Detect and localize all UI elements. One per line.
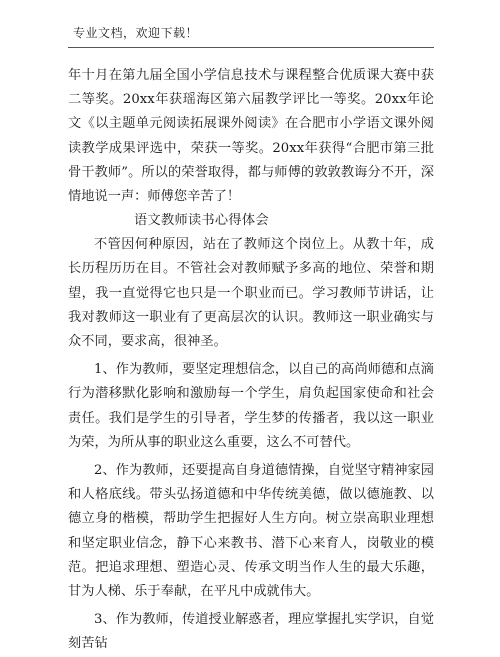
body-paragraph-3: 2、作为教师，还要提高自身道德情操，自觉坚守精神家园和人格底线。带头弘扬道德和中华传统美德，做以德施教、以德立身的楷模，帮助学生把握好人生方向。树立崇高职业理想和坚定职业信念，静下心来教书、潜下心来育人，岗敬业的模范。把追求理想、塑造心灵、传承文明当作人生的最大乐趣，甘为人梯、乐于奉献，在平凡中成就伟大。	[68, 463, 434, 600]
header-note: 专业文档，欢迎下载！	[73, 26, 199, 40]
body-paragraph-4: 3、作为教师，传道授业解惑者，理应掌握扎实学识，自觉刻苦钻	[68, 612, 434, 652]
header-divider	[68, 47, 434, 48]
document-body	[68, 64, 434, 657]
body-paragraph-2: 1、作为教师，要坚定理想信念，以自己的高尚师德和点滴行为潜移默化影响和激励每一个学生，肩负起国家使命和社会责任。我们是学生的引导者，学生梦的传播者，我以这一职业为荣，为所从事的职业这么重要，这么不可替代。	[68, 362, 434, 450]
intro-paragraph: 年十月在第九届全国小学信息技术与课程整合优质课大赛中获二等奖。20xx年获瑶海区第六届教学评比一等奖。20xx年论文《以主题单元阅读拓展课外阅读》在合肥市小学语文课外阅读教学成果评选中，荣获一等奖。20xx年获得“合肥市第三批骨干教师”。所以的荣誉取得，都与师傅的敦敦教诲分不开，深情地说一声：师傅您辛苦了！	[68, 68, 434, 205]
body-paragraph-1: 不管因何种原因，站在了教师这个岗位上。从教十年，成长历程历历在目。不管社会对教师赋予多高的地位、荣誉和期望，我一直觉得它也只是一个职业而已。学习教师节讲话，让我对教师这一职业有了更高层次的认识。教师这一职业确实与众不同，要求高，很神圣。	[68, 237, 434, 350]
section-title: 语文教师读书心得体会	[134, 213, 269, 229]
